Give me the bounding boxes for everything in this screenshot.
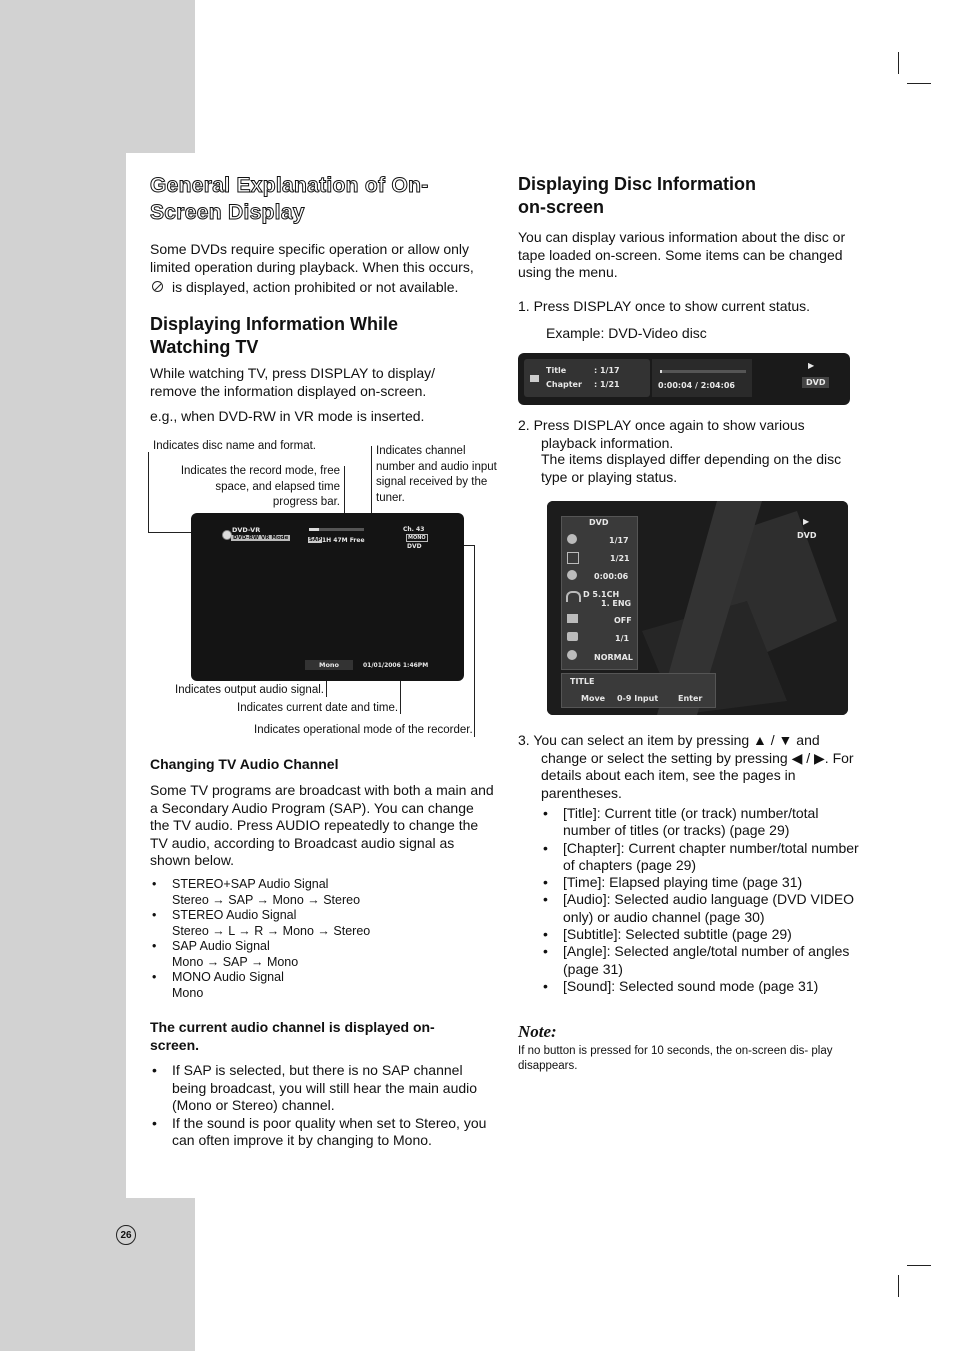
date-time: 01/01/2006 1:46PM — [363, 662, 429, 669]
title-icon — [567, 534, 577, 544]
output-audio: Mono — [305, 660, 353, 670]
heading-watching-tv: Displaying Information While Watching TV — [150, 314, 399, 357]
chapter-label: Chapter — [546, 380, 582, 389]
callout-disc-name: Indicates disc name and format. — [153, 440, 316, 452]
page-margin-bottom — [0, 1198, 195, 1351]
menu-audio-2: 1. ENG — [601, 599, 632, 608]
crop-mark — [898, 1275, 899, 1297]
intro-text-cont: is displayed, action prohibited or not available. — [172, 279, 459, 295]
list-item: • MONO Audio Signal Mono — [150, 970, 490, 1001]
page-number: 26 — [116, 1225, 136, 1245]
headphones-icon — [566, 591, 581, 602]
disc-type: DVD — [797, 531, 817, 540]
callout-output-audio: Indicates output audio signal. — [175, 684, 324, 696]
chapter-icon — [567, 552, 579, 564]
menu-angle: 1/1 — [615, 634, 630, 643]
clapper-icon — [530, 375, 539, 382]
callout-date-time: Indicates current date and time. — [237, 702, 399, 714]
osd-tv-screen — [191, 513, 464, 681]
footer-move: Move — [581, 694, 606, 703]
sound-icon — [567, 650, 577, 660]
intro-text: Some DVDs require specific operation or allow only limited operation during playback. When this occurs, — [150, 241, 474, 275]
progress-bar — [309, 528, 364, 531]
page-margin-left — [0, 153, 126, 1198]
title-value: : 1/17 — [594, 366, 620, 375]
audio-badge: MONO — [408, 535, 426, 541]
note-text: If no button is pressed for 10 seconds, the on-screen dis- play disappears. — [518, 1045, 833, 1072]
vr-mode-badge: VR Mode — [261, 535, 289, 541]
list-item: • STEREO Audio Signal Stereo → L → R → Mono → Stereo — [150, 908, 490, 939]
channel-number: Ch. 43 — [403, 526, 425, 533]
crop-mark — [907, 83, 931, 84]
title-label: Title — [546, 366, 567, 375]
footer-input: 0-9 Input — [617, 694, 659, 703]
footer-enter: Enter — [678, 694, 703, 703]
signal-list — [150, 877, 490, 1001]
list-item: • SAP Audio Signal Mono → SAP → Mono — [150, 939, 490, 970]
callout-record-mode: Indicates the record mode, free space, and elapsed time progress bar. — [180, 465, 340, 508]
callout-op-mode: Indicates operational mode of the recorder. — [254, 724, 473, 736]
list-item: • If SAP is selected, but there is no SAP channel being broadcast, you will still hear the main audio (Mono or Stereo) channel. — [150, 1062, 495, 1115]
menu-title: 1/17 — [609, 536, 629, 545]
list-item: • [Time]: Elapsed playing time (page 31) — [541, 874, 866, 891]
page-margin-top — [0, 0, 195, 153]
play-icon: ▶ — [803, 517, 810, 526]
disc-info-text: You can display various information about the disc or tape loaded on-screen. Some items can be changed using the menu. — [518, 229, 846, 280]
list-item: • [Subtitle]: Selected subtitle (page 29) — [541, 926, 866, 943]
clock-icon — [567, 570, 577, 580]
step-3: 3. You can select an item by pressing ▲ / ▼ and change or select the setting by pressing ◀ / ▶. For details about each item, see the pages in parentheses. — [518, 732, 854, 801]
list-item: • [Title]: Current title (or track) number/total number of titles (or tracks) (page 29) — [541, 805, 866, 840]
crop-mark — [907, 1265, 931, 1266]
sap-badge: SAP — [309, 537, 322, 543]
time-progress — [660, 370, 746, 373]
menu-header: DVD — [589, 518, 609, 527]
changing-text: Some TV programs are broadcast with both a main and a Secondary Audio Program (SAP). You can change the TV audio. Press AUDIO repeatedly to change the TV audio, according to Broadcast audio signal as shown below. — [150, 782, 494, 868]
play-icon: ▶ — [808, 361, 815, 370]
osd-status-bar — [518, 353, 850, 405]
disc-type: DVD — [802, 377, 829, 388]
item-list — [541, 805, 866, 995]
mode-dvd: DVD — [407, 543, 422, 550]
crop-mark — [898, 52, 899, 74]
list-item: • If the sound is poor quality when set to Stereo, you can often improve it by changing to Mono. — [150, 1115, 495, 1150]
notes-list — [150, 1062, 495, 1150]
footer-label: TITLE — [570, 677, 595, 686]
subtitle-icon — [567, 614, 578, 623]
step-2-cont: The items displayed differ depending on the disc type or playing status. — [541, 451, 842, 485]
heading-disc-info: Displaying Disc Information on-screen — [518, 174, 757, 217]
osd-playback-menu — [547, 501, 848, 715]
time-readout: 0:00:04 / 2:04:06 — [658, 381, 735, 390]
step-1: 1. Press DISPLAY once to show current status. — [518, 298, 811, 314]
menu-time: 0:00:06 — [594, 572, 629, 581]
list-item: • [Angle]: Selected angle/total number of angles (page 31) — [541, 943, 866, 978]
list-item: • [Sound]: Selected sound mode (page 31) — [541, 978, 866, 995]
free-space: 1H 47M Free — [322, 537, 365, 544]
prohibited-icon — [152, 281, 163, 292]
step-1-example: Example: DVD-Video disc — [546, 325, 707, 341]
watching-text: While watching TV, press DISPLAY to display/ remove the information displayed on-screen. — [150, 365, 436, 399]
watching-example: e.g., when DVD-RW in VR mode is inserted. — [150, 408, 425, 424]
list-item: • [Chapter]: Current chapter number/total number of chapters (page 29) — [541, 840, 866, 875]
step-2: 2. Press DISPLAY once again to show various playback information. — [518, 417, 805, 451]
menu-chapter: 1/21 — [610, 554, 630, 563]
list-item: • [Audio]: Selected audio language (DVD VIDEO only) or audio channel (page 30) — [541, 891, 866, 926]
chapter-value: : 1/21 — [594, 380, 620, 389]
menu-sound: NORMAL — [594, 653, 633, 662]
menu-subtitle: OFF — [614, 616, 632, 625]
disc-format: DVD-VR — [232, 526, 261, 534]
angle-icon — [567, 632, 578, 641]
note-title: Note: — [518, 1022, 557, 1041]
page-title: General Explanation of On-Screen Display — [150, 174, 429, 224]
disc-type-badge: DVD-RW — [233, 535, 260, 541]
list-item: • STEREO+SAP Audio Signal Stereo → SAP → Mono → Stereo — [150, 877, 490, 908]
callout-channel: Indicates channel number and audio input signal received by the tuner. — [376, 445, 497, 504]
heading-changing-audio: Changing TV Audio Channel — [150, 756, 339, 772]
menu-audio-1: D 5.1CH — [583, 590, 620, 599]
heading-current-channel: The current audio channel is displayed on-screen. — [150, 1019, 435, 1053]
